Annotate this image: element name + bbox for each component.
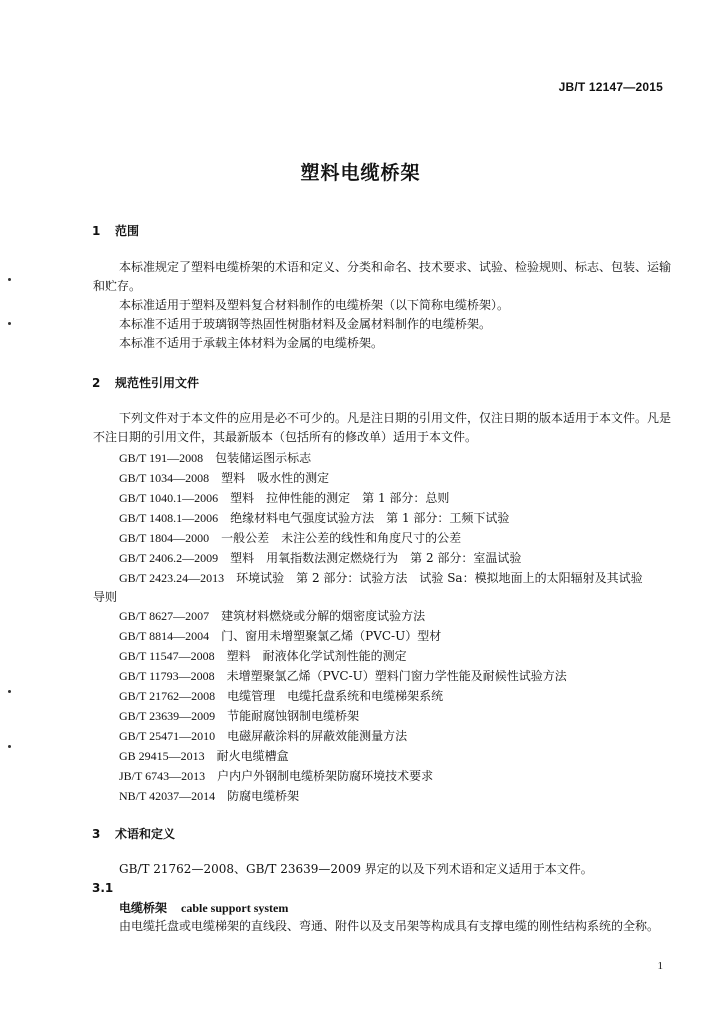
scan-mark [8, 690, 11, 693]
reference-continuation [93, 588, 117, 607]
reference-item [119, 529, 461, 548]
reference-item [119, 449, 311, 468]
document-title: 塑料电缆桥架 [300, 162, 421, 184]
reference-code: JB/T 6743—2013 [119, 769, 206, 783]
reference-title: 塑料 吸水性的测定 [221, 471, 330, 485]
reference-code: GB/T 23639—2009 [119, 709, 216, 723]
reference-title: 耐火电缆槽盒 [216, 749, 289, 763]
section-title: 术语和定义 [115, 827, 176, 841]
scope-paragraph: 本标准适用于塑料及塑料复合材料制作的电缆桥架（以下简称电缆桥架）。 [119, 298, 510, 312]
reference-item [119, 469, 329, 488]
section-number: 3 [92, 827, 101, 841]
reference-code: GB/T 191—2008 [119, 451, 204, 465]
reference-code: GB/T 11547—2008 [119, 649, 215, 663]
reference-title: 户内户外钢制电缆桥架防腐环境技术要求 [217, 769, 434, 783]
term-english: cable support system [181, 901, 289, 915]
reference-item [119, 549, 521, 568]
reference-code: GB/T 2406.2—2009 [119, 551, 219, 565]
reference-title: 一般公差 未注公差的线性和角度尺寸的公差 [221, 531, 462, 545]
reference-code: GB/T 8627—2007 [119, 609, 210, 623]
scan-mark [8, 322, 11, 325]
reference-code: GB/T 1804—2000 [119, 531, 210, 545]
reference-title: 门、窗用未增塑聚氯乙烯（PVC-U）型材 [221, 629, 442, 643]
reference-title: 节能耐腐蚀钢制电缆桥架 [227, 709, 360, 723]
reference-item [119, 627, 441, 646]
reference-item [119, 647, 407, 666]
reference-title: 未增塑聚氯乙烯（PVC-U）塑料门窗力学性能及耐候性试验方法 [226, 669, 567, 683]
reference-code: GB/T 2423.24—2013 [119, 571, 225, 585]
reference-code: GB/T 1408.1—2006 [119, 511, 219, 525]
scope-paragraph: 本标准不适用于玻璃钢等热固性树脂材料及金属材料制作的电缆桥架。 [119, 317, 492, 331]
scan-mark [8, 745, 11, 748]
reference-title: 电磁屏蔽涂料的屏蔽效能测量方法 [227, 729, 408, 743]
reference-title: 包装储运图示标志 [215, 451, 312, 465]
reference-item [119, 787, 299, 806]
reference-title: 防腐电缆桥架 [227, 789, 300, 803]
standard-code: JB/T 12147—2015 [558, 80, 663, 94]
reference-title: 电缆管理 电缆托盘系统和电缆梯架系统 [227, 689, 444, 703]
page-number: 1 [657, 960, 663, 972]
reference-item [119, 747, 289, 766]
term-entry [119, 899, 288, 916]
reference-code: GB/T 1034—2008 [119, 471, 210, 485]
reference-item [119, 509, 509, 528]
reference-item [119, 489, 449, 508]
reference-item [119, 569, 643, 588]
reference-title: 塑料 耐液体化学试剂性能的测定 [226, 649, 407, 663]
reference-item [119, 667, 567, 686]
scope-paragraph: 本标准规定了塑料电缆桥架的术语和定义、分类和命名、技术要求、试验、检验规则、标志、包装、运输和贮存。 [93, 260, 672, 293]
scan-mark [8, 278, 11, 281]
terms-intro: GB/T 21762—2008、GB/T 23639—2009 界定的以及下列术语和定义适用于本文件。 [119, 862, 593, 876]
reference-code: GB/T 25471—2010 [119, 729, 216, 743]
reference-title: 建筑材料燃烧或分解的烟密度试验方法 [221, 609, 426, 623]
reference-code: GB/T 1040.1—2006 [119, 491, 219, 505]
reference-code: GB 29415—2013 [119, 749, 205, 763]
reference-item [119, 767, 433, 786]
reference-code: NB/T 42037—2014 [119, 789, 216, 803]
reference-code: GB/T 11793—2008 [119, 669, 215, 683]
section-1-heading [92, 222, 139, 239]
reference-title: 塑料 拉伸性能的测定 第 1 部分：总则 [230, 491, 450, 505]
term-chinese: 电缆桥架 [119, 901, 168, 915]
reference-item [119, 607, 425, 626]
section-3-heading [92, 825, 175, 842]
section-title: 范围 [115, 224, 140, 238]
reference-item [119, 707, 359, 726]
reference-title: 塑料 用氧指数法测定燃烧行为 第 2 部分：室温试验 [230, 551, 522, 565]
term-definition: 由电缆托盘或电缆梯架的直线段、弯通、附件以及支吊架等构成具有支撑电缆的刚性结构系统的全称。 [119, 919, 660, 933]
reference-code: GB/T 8814—2004 [119, 629, 210, 643]
reference-item [119, 727, 407, 746]
section-title: 规范性引用文件 [115, 376, 200, 390]
reference-title: 环境试验 第 2 部分：试验方法 试验 Sa：模拟地面上的太阳辐射及其试验 [236, 571, 643, 585]
reference-title: 绝缘材料电气强度试验方法 第 1 部分：工频下试验 [230, 511, 510, 525]
section-number: 2 [92, 376, 101, 390]
scope-paragraph: 本标准不适用于承载主体材料为金属的电缆桥架。 [119, 336, 384, 350]
section-2-heading [92, 374, 199, 391]
clause-number: 3.1 [92, 881, 114, 895]
reference-code: GB/T 21762—2008 [119, 689, 216, 703]
reference-item [119, 687, 443, 706]
references-intro: 下列文件对于本文件的应用是必不可少的。凡是注日期的引用文件，仅注日期的版本适用于本文件。凡是不注日期的引用文件，其最新版本（包括所有的修改单）适用于本文件。 [93, 411, 672, 444]
reference-title: 导则 [93, 590, 118, 604]
section-number: 1 [92, 224, 101, 238]
